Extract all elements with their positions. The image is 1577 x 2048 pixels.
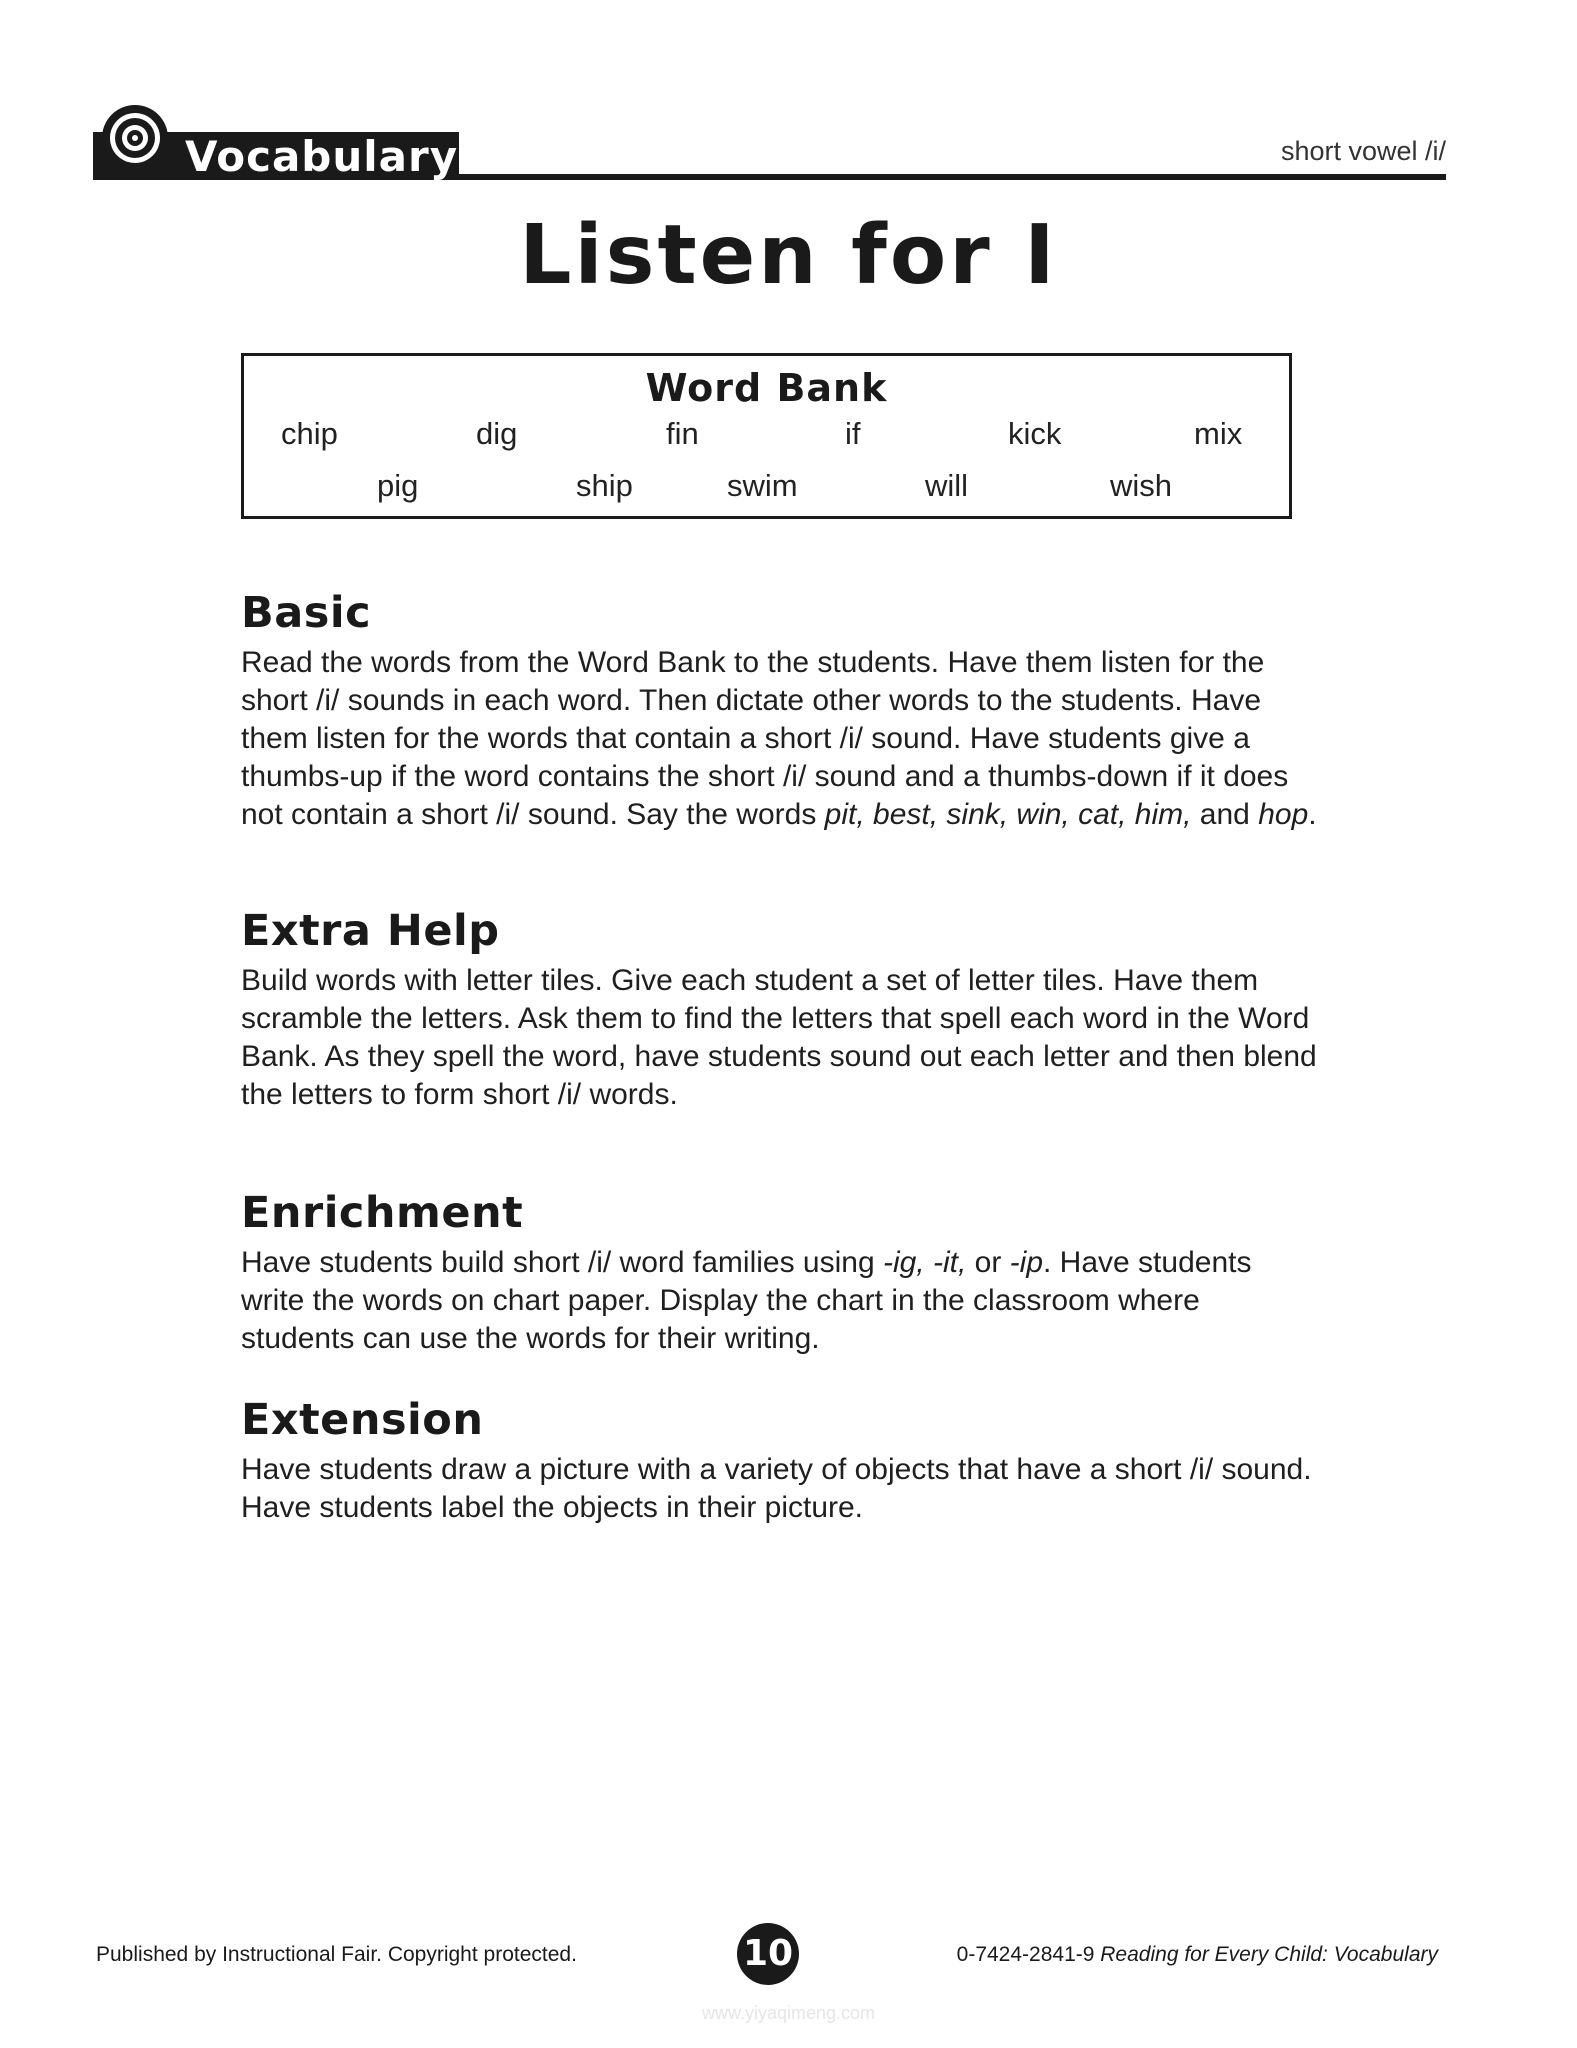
word-bank-word: pig — [377, 468, 419, 503]
concentric-circles-logo-icon — [99, 100, 171, 172]
section-body — [241, 1244, 1321, 1358]
section-enrichment — [241, 1188, 1321, 1358]
page-header — [93, 100, 1446, 180]
word-bank-title: Word Bank — [645, 366, 888, 410]
word-bank-word: chip — [281, 416, 338, 451]
section-heading: Extension — [241, 1395, 484, 1445]
page-title: Listen for I — [519, 208, 1058, 303]
section-heading: Extra Help — [241, 906, 500, 956]
page-number: 10 — [737, 1923, 799, 1985]
section-extra-help — [241, 906, 1321, 1114]
word-bank-word: wish — [1110, 468, 1173, 503]
word-bank — [241, 353, 1292, 519]
italic-example: hop — [1258, 798, 1309, 831]
word-bank-word: fin — [666, 416, 699, 451]
word-bank-word: dig — [476, 416, 518, 451]
footer-copyright: Published by Instructional Fair. Copyright protected. — [96, 1943, 577, 1966]
word-bank-word: if — [845, 416, 861, 451]
section-basic — [241, 588, 1321, 834]
section-body — [241, 644, 1321, 834]
italic-examples: pit, best, sink, win, cat, him, — [824, 798, 1192, 831]
section-body: Build words with letter tiles. Give each student a set of letter tiles. Have them scramble the letters. Ask them to find the letters that spell each word in the Word Bank. As they spell the word, have students sound out each letter and then blend the letters to form short /i/ words. — [241, 964, 1317, 1111]
footer-book-title: Reading for Every Child: Vocabulary — [1100, 1943, 1438, 1966]
body-text: and — [1191, 798, 1259, 831]
header-tab-label: Vocabulary — [185, 132, 459, 181]
word-bank-word: ship — [576, 468, 633, 503]
body-text: . — [1308, 798, 1317, 831]
body-text: Read the words from the Word Bank to the students. Have them listen for the short /i/ sounds in each word. Then dictate other words to the students. Have them listen for the words that contain a short /i/ sound. Have students give a thumbs-up if the word contains the short /i/ sound and a thumbs-down if it does not contain a short /i/ sound. Say the words — [241, 646, 1289, 831]
watermark: www.yiyaqimeng.com — [701, 2003, 876, 2023]
body-text: or — [966, 1246, 1010, 1279]
section-heading: Basic — [241, 588, 372, 638]
footer-book-info — [957, 1942, 1438, 1968]
body-text: . Have students write the words on chart paper. Display the chart in the classroom where students can use the words for their writing. — [241, 1246, 1252, 1355]
word-bank-word: mix — [1194, 416, 1243, 451]
word-bank-word: will — [925, 468, 969, 503]
italic-suffix: -ip — [1009, 1246, 1044, 1279]
footer-isbn: 0-7424-2841-9 — [956, 1943, 1101, 1966]
header-topic: short vowel /i/ — [1280, 136, 1446, 166]
word-bank-word: kick — [1008, 416, 1062, 451]
section-heading: Enrichment — [241, 1188, 524, 1238]
section-extension — [241, 1395, 1321, 1527]
section-body: Have students draw a picture with a variety of objects that have a short /i/ sound. Have students label the objects in their picture. — [241, 1453, 1312, 1524]
word-bank-word: swim — [727, 468, 798, 503]
body-text: Have students build short /i/ word families using — [241, 1246, 883, 1279]
italic-suffixes: -ig, -it, — [882, 1246, 967, 1279]
